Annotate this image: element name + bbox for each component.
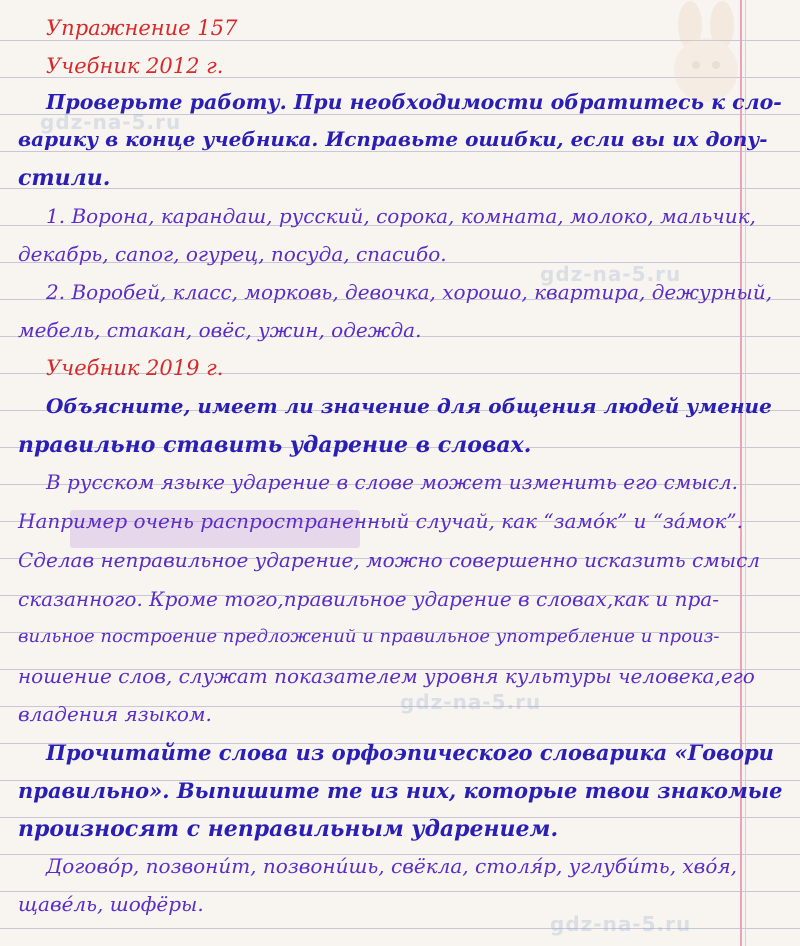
answer2-line: Сделав неправильное ударение, можно совершенно исказить смысл xyxy=(18,548,761,572)
task1-line: Проверьте работу. При необходимости обратитесь к сло- xyxy=(46,90,782,114)
task1-line: стили. xyxy=(18,165,111,191)
answer1-line: 1. Ворона, карандаш, русский, сорока, комната, молоко, мальчик, xyxy=(46,204,756,228)
answer3-line: щаве́ль, шофёры. xyxy=(18,892,204,916)
answer2-line: Например очень распространенный случай, как “замо́к” и “за́мок”. xyxy=(18,509,743,533)
answer2-line: ношение слов, служат показателем уровня культуры человека,его xyxy=(18,664,755,688)
task2-line: правильно ставить ударение в словах. xyxy=(18,432,532,458)
answer3-line: Догово́р, позвони́т, позвони́шь, свёкла, столя́р, углуби́ть, хво́я, xyxy=(46,854,737,878)
textbook-2019-label: Учебник 2019 г. xyxy=(46,356,224,380)
watermark: gdz-na-5.ru xyxy=(540,262,682,286)
answer2-line: вильное построение предложений и правильное употребление и произ- xyxy=(18,626,720,647)
answer1-line: 2. Воробей, класс, морковь, девочка, хорошо, квартира, дежурный, xyxy=(46,280,773,304)
task3-line: правильно». Выпишите те из них, которые твои знакомые xyxy=(18,778,783,803)
task1-line: варику в конце учебника. Исправьте ошибки, если вы их допу- xyxy=(18,127,768,151)
watermark: gdz-na-5.ru xyxy=(400,690,542,714)
watermark: gdz-na-5.ru xyxy=(40,110,182,134)
task3-line: произносят с неправильным ударением. xyxy=(18,816,559,842)
answer1-line: мебель, стакан, овёс, ужин, одежда. xyxy=(18,318,422,342)
textbook-2012-label: Учебник 2012 г. xyxy=(46,54,224,78)
answer2-line: сказанного. Кроме того,правильное ударение в словах,как и пра- xyxy=(18,587,719,611)
exercise-title: Упражнение 157 xyxy=(46,16,238,40)
task3-line: Прочитайте слова из орфоэпического словарика «Говори xyxy=(46,740,774,765)
answer1-line: декабрь, сапог, огурец, посуда, спасибо. xyxy=(18,242,447,266)
watermark: gdz-na-5.ru xyxy=(550,912,692,936)
answer2-line: владения языком. xyxy=(18,702,212,726)
answer2-line: В русском языке ударение в слове может изменить его смысл. xyxy=(46,470,738,494)
task2-line: Объясните, имеет ли значение для общения людей умение xyxy=(46,394,772,418)
